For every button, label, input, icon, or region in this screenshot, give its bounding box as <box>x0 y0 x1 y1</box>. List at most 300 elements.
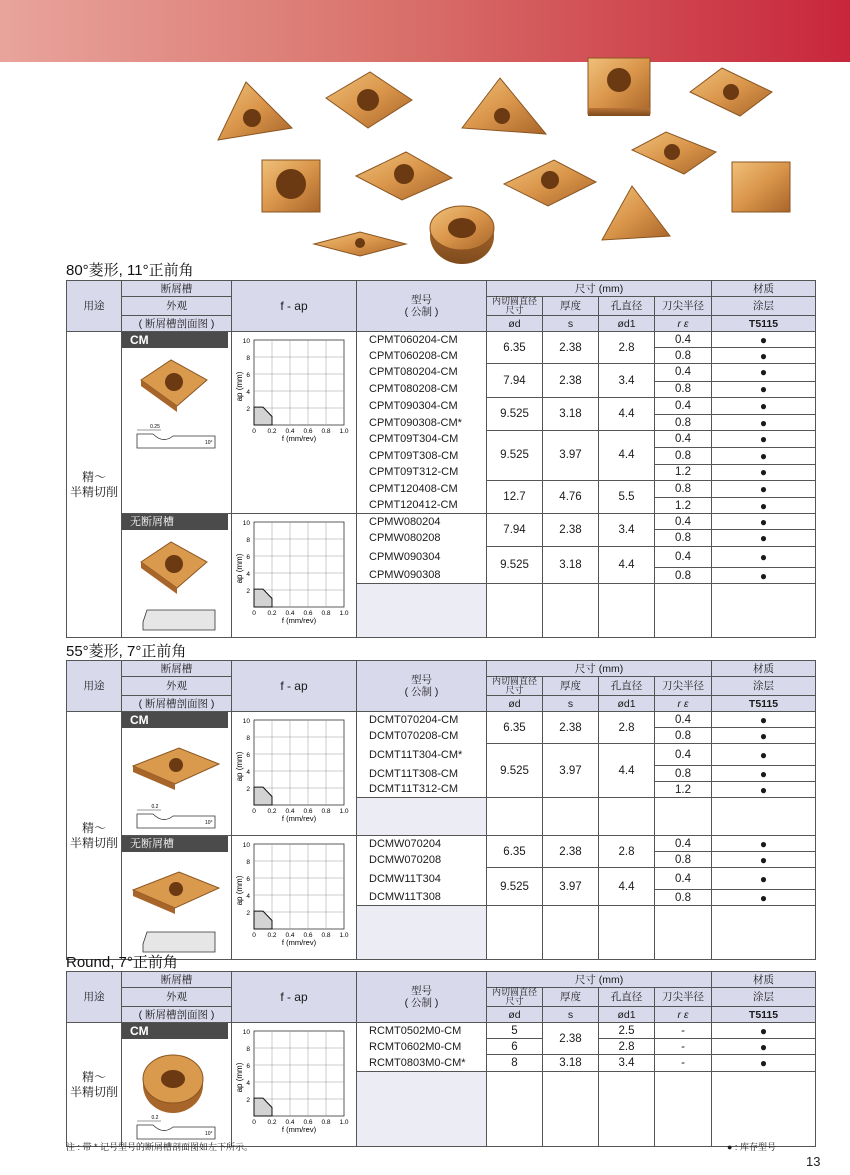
header-f-ap: f - ap <box>232 972 357 1023</box>
footnote: 注 : 带 * 记号型号的断屑槽剖面图如左下所示。 <box>66 1142 254 1152</box>
table-row <box>67 1023 816 1039</box>
chart-y-label: ap (mm) <box>235 553 244 584</box>
chart-x-tick: 0 <box>252 610 256 618</box>
chipbreaker-profile <box>137 1125 215 1139</box>
insert-rhombus-2 <box>690 68 772 116</box>
insert-square-2 <box>262 160 320 212</box>
chart-y-tick: 6 <box>246 554 250 562</box>
d-cell: 7.94 <box>487 514 543 546</box>
stock-cell: ● <box>712 852 816 868</box>
insert-photo-collage <box>0 0 850 265</box>
d1-cell: 2.8 <box>599 1039 655 1055</box>
table-row <box>67 332 816 348</box>
chart-x-tick: 0.8 <box>321 808 331 815</box>
r-cell: 0.8 <box>655 415 712 431</box>
model-cell: DCMT070204-CM <box>357 712 487 728</box>
model-cell: CPMT09T312-CM <box>357 464 487 480</box>
profile-dimension-label: 0.2 <box>151 804 158 810</box>
model-cell: RCMT0803M0-CM* <box>357 1055 487 1071</box>
stock-cell: ● <box>712 712 816 728</box>
chart-x-tick: 0 <box>252 428 256 435</box>
blank-model-cell <box>357 1071 487 1146</box>
stock-cell: ● <box>712 332 816 348</box>
blank-model-cell <box>357 906 487 960</box>
model-cell: DCMT070208-CM <box>357 728 487 744</box>
s-cell: 3.97 <box>543 868 599 906</box>
usage-cell <box>67 1023 122 1147</box>
s-cell: 3.18 <box>543 397 599 430</box>
chart-y-tick: 2 <box>246 786 250 793</box>
chart-x-tick: 0.2 <box>267 610 277 618</box>
r-cell: 0.8 <box>655 889 712 905</box>
insert-illustration <box>123 348 231 452</box>
profile-angle-label: 10° <box>204 820 213 826</box>
d1-cell: 4.4 <box>599 431 655 481</box>
stock-cell: ● <box>712 464 816 480</box>
header-grade: T5115 <box>712 696 816 712</box>
d1-cell: 4.4 <box>599 868 655 906</box>
s-cell: 2.38 <box>543 514 599 546</box>
s-cell: 4.76 <box>543 480 599 513</box>
chart-x-tick: 0.4 <box>285 428 295 435</box>
blank-cell <box>655 1071 712 1146</box>
chipbreaker-profile <box>137 814 215 828</box>
header-s-label: 厚度 <box>543 297 599 316</box>
model-cell: CPMW080204 <box>357 514 487 530</box>
spec-table-55deg <box>66 660 816 960</box>
header-model <box>357 281 487 332</box>
d1-cell: 3.4 <box>599 514 655 546</box>
r-cell: 0.8 <box>655 728 712 744</box>
blank-cell <box>712 906 816 960</box>
stock-cell: ● <box>712 514 816 530</box>
s-cell: 3.18 <box>543 1055 599 1071</box>
chipbreaker-cell <box>122 836 232 960</box>
chipbreaker-label: CM <box>122 1023 228 1039</box>
chart-y-tick: 4 <box>246 893 250 900</box>
header-d-label: 内切圆直径 尺寸 <box>487 988 543 1007</box>
header-appearance: 外观 <box>122 297 232 316</box>
d-cell: 9.525 <box>487 868 543 906</box>
chart-y-tick: 6 <box>246 876 250 883</box>
header-d-label: 内切圆直径 尺寸 <box>487 297 543 316</box>
model-cell: DCMT11T308-CM <box>357 765 487 781</box>
chart-y-tick: 8 <box>246 1046 250 1053</box>
r-cell: 0.8 <box>655 381 712 397</box>
blank-cell <box>543 1071 599 1146</box>
chart-x-tick: 0 <box>252 932 256 939</box>
stock-cell: ● <box>712 1055 816 1071</box>
blank-cell <box>712 584 816 638</box>
insert-hole <box>169 882 183 896</box>
chart-x-tick: 1.0 <box>339 932 349 939</box>
d-cell: 9.525 <box>487 397 543 430</box>
r-cell: 0.4 <box>655 364 712 381</box>
insert-thin-rhombus <box>314 232 406 256</box>
stock-cell: ● <box>712 381 816 397</box>
chart-cell <box>232 514 357 638</box>
table-row <box>67 514 816 530</box>
chart-x-tick: 0.8 <box>321 1119 331 1126</box>
r-cell: - <box>655 1023 712 1039</box>
chart-x-tick: 0.6 <box>303 1119 313 1126</box>
d-cell: 6.35 <box>487 332 543 364</box>
profile-dimension-label: 0.25 <box>149 424 160 430</box>
blank-cell <box>655 584 712 638</box>
chart-x-label: f (mm/rev) <box>281 434 317 443</box>
chart-y-tick: 6 <box>246 372 250 379</box>
model-cell: DCMT11T304-CM* <box>357 744 487 766</box>
stock-cell: ● <box>712 1023 816 1039</box>
header-d1-label: 孔直径 <box>599 677 655 696</box>
chart-x-tick: 0.8 <box>321 428 331 435</box>
model-cell: CPMT090308-CM* <box>357 415 487 431</box>
chart-x-tick: 0.2 <box>267 808 277 815</box>
chart-x-tick: 0.4 <box>285 1119 295 1126</box>
usage-cell <box>67 332 122 638</box>
d-cell: 6 <box>487 1039 543 1055</box>
chart-y-tick: 10 <box>242 718 250 725</box>
model-cell: RCMT0602M0-CM <box>357 1039 487 1055</box>
spec-table-round <box>66 971 816 1147</box>
model-cell: CPMT09T304-CM <box>357 431 487 448</box>
d-cell: 6.35 <box>487 712 543 744</box>
model-cell: CPMT09T308-CM <box>357 448 487 464</box>
stock-cell: ● <box>712 397 816 414</box>
chart-y-tick: 2 <box>246 910 250 917</box>
insert-hole <box>165 555 183 573</box>
stock-cell: ● <box>712 364 816 381</box>
r-cell: 0.8 <box>655 852 712 868</box>
header-model <box>357 661 487 712</box>
blank-cell <box>599 798 655 836</box>
insert-hole <box>165 373 183 391</box>
model-cell: CPMW090304 <box>357 546 487 568</box>
stock-cell: ● <box>712 348 816 364</box>
header-coat: 涂层 <box>712 297 816 316</box>
chart-y-tick: 10 <box>242 520 250 528</box>
header-usage: 用途 <box>67 661 122 712</box>
stock-cell: ● <box>712 498 816 514</box>
insert-round <box>430 206 494 264</box>
chart-y-tick: 10 <box>242 338 250 345</box>
chipbreaker-label: 无断屑槽 <box>122 836 228 852</box>
chart-y-tick: 10 <box>242 842 250 849</box>
r-cell: 0.4 <box>655 431 712 448</box>
chart-y-tick: 4 <box>246 571 250 579</box>
chart-y-label: ap (mm) <box>235 371 244 402</box>
f-ap-chart <box>232 1023 356 1135</box>
insert-illustration <box>123 852 231 956</box>
model-cell: DCMW070208 <box>357 852 487 868</box>
model-cell: RCMT0502M0-CM <box>357 1023 487 1039</box>
usage-text: 精～ 半精切削 <box>69 1069 118 1099</box>
chart-x-tick: 0 <box>252 808 256 815</box>
chart-x-tick: 0.8 <box>321 610 331 618</box>
header-chipbreaker: 断屑槽 <box>122 972 232 988</box>
insert-rhombus-5 <box>504 160 596 206</box>
header-chipbreaker: 断屑槽 <box>122 281 232 297</box>
blank-cell <box>487 906 543 960</box>
header-r-sym: r ε <box>655 1007 712 1023</box>
blank-cell <box>655 798 712 836</box>
header-r-label: 刀尖半径 <box>655 988 712 1007</box>
header-d1-sym: ød1 <box>599 1007 655 1023</box>
r-cell: 0.8 <box>655 348 712 364</box>
header-f-ap: f - ap <box>232 661 357 712</box>
usage-cell <box>67 712 122 960</box>
f-ap-chart <box>232 514 356 627</box>
flat-profile <box>143 610 215 630</box>
metric-label: ( 公制 ) <box>404 686 439 698</box>
header-d-sym: ød <box>487 1007 543 1023</box>
model-label: 型号 <box>411 674 432 686</box>
d-cell: 9.525 <box>487 546 543 584</box>
chart-y-label: ap (mm) <box>235 1062 244 1093</box>
blank-cell <box>487 1071 543 1146</box>
chart-x-tick: 1.0 <box>339 1119 349 1126</box>
metric-label: ( 公制 ) <box>404 306 439 318</box>
chart-x-label: f (mm/rev) <box>281 616 317 626</box>
chart-y-tick: 2 <box>246 406 250 413</box>
header-size: 尺寸 (mm) <box>487 972 712 988</box>
header-model <box>357 972 487 1023</box>
chart-y-tick: 6 <box>246 752 250 759</box>
header-d1-label: 孔直径 <box>599 297 655 316</box>
chipbreaker-cell <box>122 332 232 514</box>
insert-illustration <box>123 1039 231 1143</box>
header-appearance: 外观 <box>122 988 232 1007</box>
header-profile: ( 断屑槽剖面图 ) <box>122 316 232 332</box>
header-grade: T5115 <box>712 316 816 332</box>
d-cell: 8 <box>487 1055 543 1071</box>
header-d1-label: 孔直径 <box>599 988 655 1007</box>
stock-cell: ● <box>712 530 816 546</box>
section-title-80deg: 80°菱形, 11°正前角 <box>66 262 194 279</box>
header-coat: 涂层 <box>712 677 816 696</box>
stock-cell: ● <box>712 836 816 852</box>
chart-y-tick: 4 <box>246 769 250 776</box>
chart-x-tick: 0 <box>252 1119 256 1126</box>
d1-cell: 4.4 <box>599 744 655 798</box>
blank-cell <box>655 906 712 960</box>
insert-rhombus-1 <box>326 72 412 128</box>
header-r-label: 刀尖半径 <box>655 297 712 316</box>
chipbreaker-cell <box>122 514 232 638</box>
chart-y-tick: 6 <box>246 1063 250 1070</box>
header-r-sym: r ε <box>655 316 712 332</box>
usage-text: 精～ 半精切削 <box>69 820 118 850</box>
profile-angle-label: 10° <box>204 440 213 446</box>
header-s-sym: s <box>543 696 599 712</box>
stock-cell: ● <box>712 889 816 905</box>
blank-cell <box>712 798 816 836</box>
stock-cell: ● <box>712 744 816 766</box>
d1-cell: 2.5 <box>599 1023 655 1039</box>
chart-y-tick: 4 <box>246 389 250 396</box>
header-material: 材质 <box>712 661 816 677</box>
insert-triangle-1 <box>218 82 292 140</box>
r-cell: 0.8 <box>655 765 712 781</box>
header-d-sym: ød <box>487 316 543 332</box>
header-material: 材质 <box>712 281 816 297</box>
r-cell: 0.4 <box>655 397 712 414</box>
f-ap-chart <box>232 332 356 510</box>
chart-x-label: f (mm/rev) <box>281 1125 317 1134</box>
usage-text: 精～ 半精切削 <box>69 469 118 499</box>
d-cell: 6.35 <box>487 836 543 868</box>
chart-cell <box>232 1023 357 1147</box>
chart-y-tick: 8 <box>246 355 250 362</box>
chart-y-tick: 8 <box>246 735 250 742</box>
chart-x-tick: 0.6 <box>303 428 313 435</box>
model-label: 型号 <box>411 985 432 997</box>
insert-illustration <box>123 530 231 634</box>
model-cell: CPMT120412-CM <box>357 498 487 514</box>
blank-model-cell <box>357 584 487 638</box>
blank-cell <box>543 584 599 638</box>
header-size: 尺寸 (mm) <box>487 661 712 677</box>
chart-y-tick: 4 <box>246 1080 250 1087</box>
r-cell: 0.4 <box>655 546 712 568</box>
s-cell: 2.38 <box>543 1023 599 1055</box>
insert-square-1 <box>588 58 650 116</box>
chart-x-tick: 1.0 <box>339 808 349 815</box>
header-f-ap: f - ap <box>232 281 357 332</box>
chart-x-tick: 0.2 <box>267 428 277 435</box>
model-cell: CPMT120408-CM <box>357 480 487 497</box>
section-title-55deg: 55°菱形, 7°正前角 <box>66 643 187 660</box>
s-cell: 3.97 <box>543 431 599 481</box>
chart-x-tick: 0.4 <box>285 610 295 618</box>
chipbreaker-profile <box>137 434 215 448</box>
header-s-sym: s <box>543 1007 599 1023</box>
stock-cell: ● <box>712 765 816 781</box>
r-cell: 0.4 <box>655 744 712 766</box>
header-d1-sym: ød1 <box>599 696 655 712</box>
blank-cell <box>599 1071 655 1146</box>
s-cell: 3.97 <box>543 744 599 798</box>
table-row <box>67 712 816 728</box>
chart-x-tick: 0.6 <box>303 932 313 939</box>
d1-cell: 2.8 <box>599 712 655 744</box>
s-cell: 2.38 <box>543 332 599 364</box>
model-cell: DCMW11T308 <box>357 889 487 905</box>
r-cell: 0.4 <box>655 514 712 530</box>
r-cell: 0.4 <box>655 332 712 348</box>
d-cell: 5 <box>487 1023 543 1039</box>
insert-hole <box>161 1070 185 1088</box>
blank-cell <box>487 584 543 638</box>
stock-cell: ● <box>712 1039 816 1055</box>
r-cell: - <box>655 1039 712 1055</box>
header-s-sym: s <box>543 316 599 332</box>
d-cell: 12.7 <box>487 480 543 513</box>
stock-cell: ● <box>712 568 816 584</box>
header-d-sym: ød <box>487 696 543 712</box>
d1-cell: 5.5 <box>599 480 655 513</box>
chart-y-tick: 8 <box>246 537 250 545</box>
blank-cell <box>543 906 599 960</box>
chart-y-label: ap (mm) <box>235 751 244 782</box>
chipbreaker-label: 无断屑槽 <box>122 514 228 530</box>
stock-legend: ● : 库存型号 <box>727 1142 776 1152</box>
chart-y-tick: 2 <box>246 588 250 596</box>
d1-cell: 2.8 <box>599 332 655 364</box>
header-coat: 涂层 <box>712 988 816 1007</box>
model-cell: CPMT080208-CM <box>357 381 487 397</box>
model-cell: DCMW11T304 <box>357 868 487 890</box>
chipbreaker-cell <box>122 1023 232 1147</box>
d1-cell: 3.4 <box>599 1055 655 1071</box>
chart-cell <box>232 836 357 960</box>
metric-label: ( 公制 ) <box>404 997 439 1009</box>
chart-x-tick: 1.0 <box>339 610 349 618</box>
insert-illustration <box>123 728 231 832</box>
profile-dimension-label: 0.2 <box>151 1115 158 1121</box>
chart-x-tick: 0.4 <box>285 808 295 815</box>
header-appearance: 外观 <box>122 677 232 696</box>
stock-cell: ● <box>712 868 816 890</box>
chipbreaker-label: CM <box>122 712 228 728</box>
s-cell: 3.18 <box>543 546 599 584</box>
r-cell: 1.2 <box>655 464 712 480</box>
s-cell: 2.38 <box>543 712 599 744</box>
header-size: 尺寸 (mm) <box>487 281 712 297</box>
d1-cell: 4.4 <box>599 397 655 430</box>
chart-x-tick: 0.6 <box>303 610 313 618</box>
r-cell: 1.2 <box>655 498 712 514</box>
stock-cell: ● <box>712 480 816 497</box>
chart-x-tick: 1.0 <box>339 428 349 435</box>
model-cell: CPMT090304-CM <box>357 397 487 414</box>
stock-cell: ● <box>712 782 816 798</box>
chart-x-label: f (mm/rev) <box>281 814 317 823</box>
header-r-sym: r ε <box>655 696 712 712</box>
insert-triangle-2 <box>462 78 546 134</box>
model-label: 型号 <box>411 294 432 306</box>
model-cell: CPMT060208-CM <box>357 348 487 364</box>
s-cell: 2.38 <box>543 364 599 397</box>
section-title-round: Round, 7°正前角 <box>66 954 178 971</box>
chart-x-label: f (mm/rev) <box>281 938 317 947</box>
r-cell: 0.8 <box>655 480 712 497</box>
r-cell: - <box>655 1055 712 1071</box>
model-cell: DCMW070204 <box>357 836 487 852</box>
header-usage: 用途 <box>67 972 122 1023</box>
stock-cell: ● <box>712 415 816 431</box>
r-cell: 0.4 <box>655 836 712 852</box>
d1-cell: 3.4 <box>599 364 655 397</box>
header-usage: 用途 <box>67 281 122 332</box>
flat-profile <box>143 932 215 952</box>
insert-rhombus-4 <box>632 132 716 174</box>
chart-y-tick: 2 <box>246 1097 250 1104</box>
header-material: 材质 <box>712 972 816 988</box>
blank-cell <box>712 1071 816 1146</box>
r-cell: 0.8 <box>655 568 712 584</box>
chart-y-tick: 8 <box>246 859 250 866</box>
stock-cell: ● <box>712 431 816 448</box>
insert-triangle-3 <box>602 186 670 240</box>
blank-cell <box>543 798 599 836</box>
chart-x-tick: 0.4 <box>285 932 295 939</box>
page-number: 13 <box>806 1154 821 1169</box>
header-s-label: 厚度 <box>543 988 599 1007</box>
chipbreaker-cell <box>122 712 232 836</box>
header-profile: ( 断屑槽剖面图 ) <box>122 696 232 712</box>
d-cell: 7.94 <box>487 364 543 397</box>
